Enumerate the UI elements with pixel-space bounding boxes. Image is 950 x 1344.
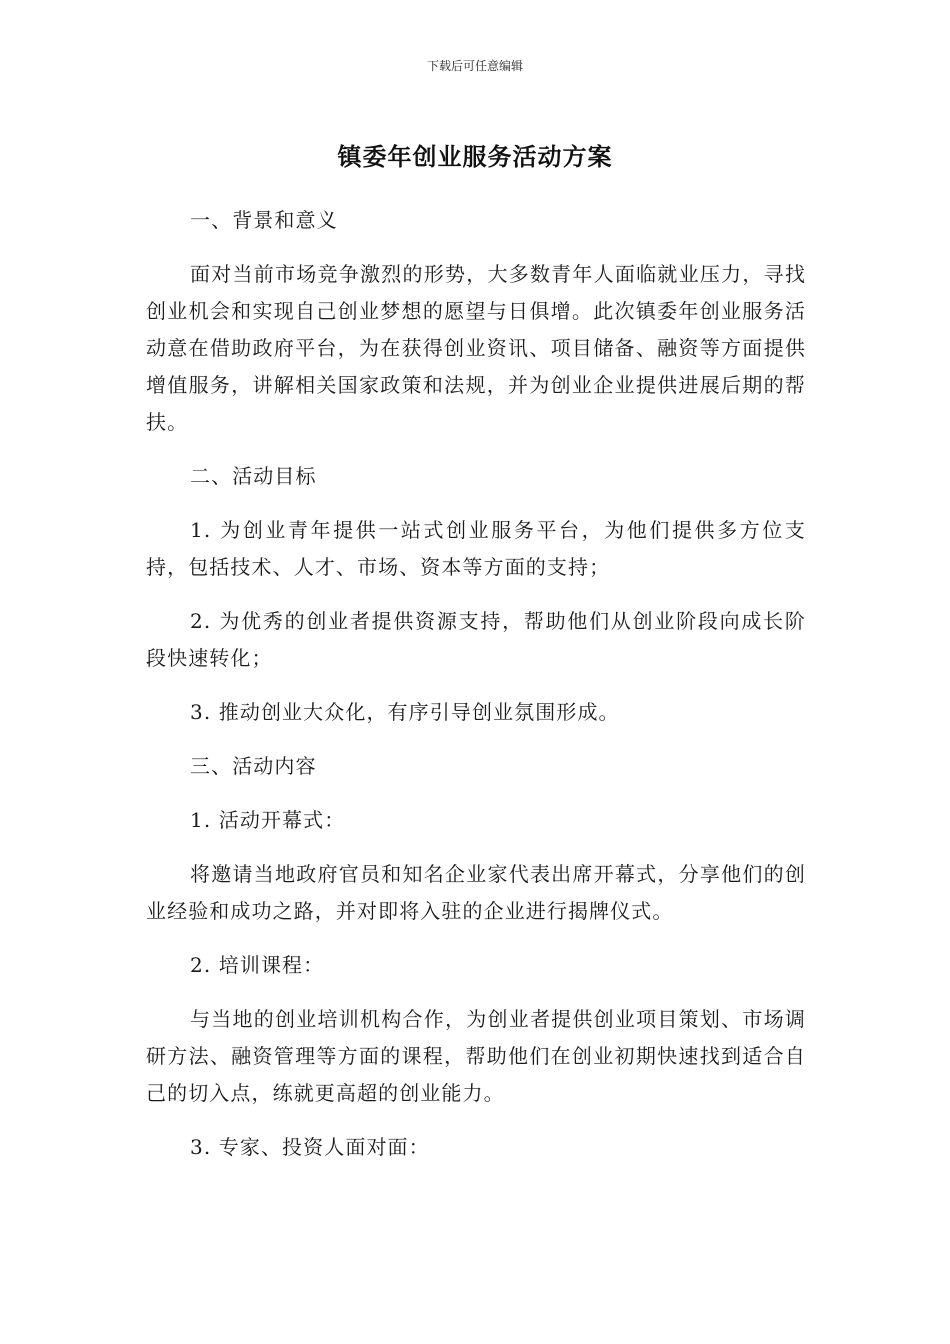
goal-item-2: 2. 为优秀的创业者提供资源支持，帮助他们从创业阶段向成长阶段快速转化； [146,609,806,670]
content-item-1-text: 将邀请当地政府官员和知名企业家代表出席开幕式，分享他们的创业经验和成功之路，并对即将入驻的企业进行揭牌仪式。 [146,862,806,923]
section-heading-background: 一、背景和意义 [190,208,338,232]
goal-item-3: 3. 推动创业大众化，有序引导创业氛围形成。 [190,700,620,724]
content-item-1-heading: 1. 活动开幕式： [190,808,346,832]
goal-item-1: 1. 为创业青年提供一站式创业服务平台，为他们提供多方位支持，包括技术、人才、市场、资本等方面的支持； [146,518,806,579]
content-item-2-heading: 2. 培训课程： [190,953,325,977]
paragraph-background: 面对当前市场竞争激烈的形势，大多数青年人面临就业压力，寻找创业机会和实现自己创业梦想的愿望与日俱增。此次镇委年创业服务活动意在借助政府平台，为在获得创业资讯、项目储备、融资等方面提供增值服务，讲解相关国家政策和法规，并为创业企业提供进展后期的帮扶。 [146,262,806,434]
content-item-3-heading: 3. 专家、投资人面对面： [190,1135,430,1159]
document-title: 镇委年创业服务活动方案 [337,143,613,171]
content-item-2-text: 与当地的创业培训机构合作，为创业者提供创业项目策划、市场调研方法、融资管理等方面的课程，帮助他们在创业初期快速找到适合自己的切入点，练就更高超的创业能力。 [146,1007,806,1105]
section-heading-content: 三、活动内容 [190,754,317,778]
header-note: 下载后可任意编辑 [426,59,523,73]
section-heading-goals: 二、活动目标 [190,464,317,488]
document-body [146,202,806,1183]
